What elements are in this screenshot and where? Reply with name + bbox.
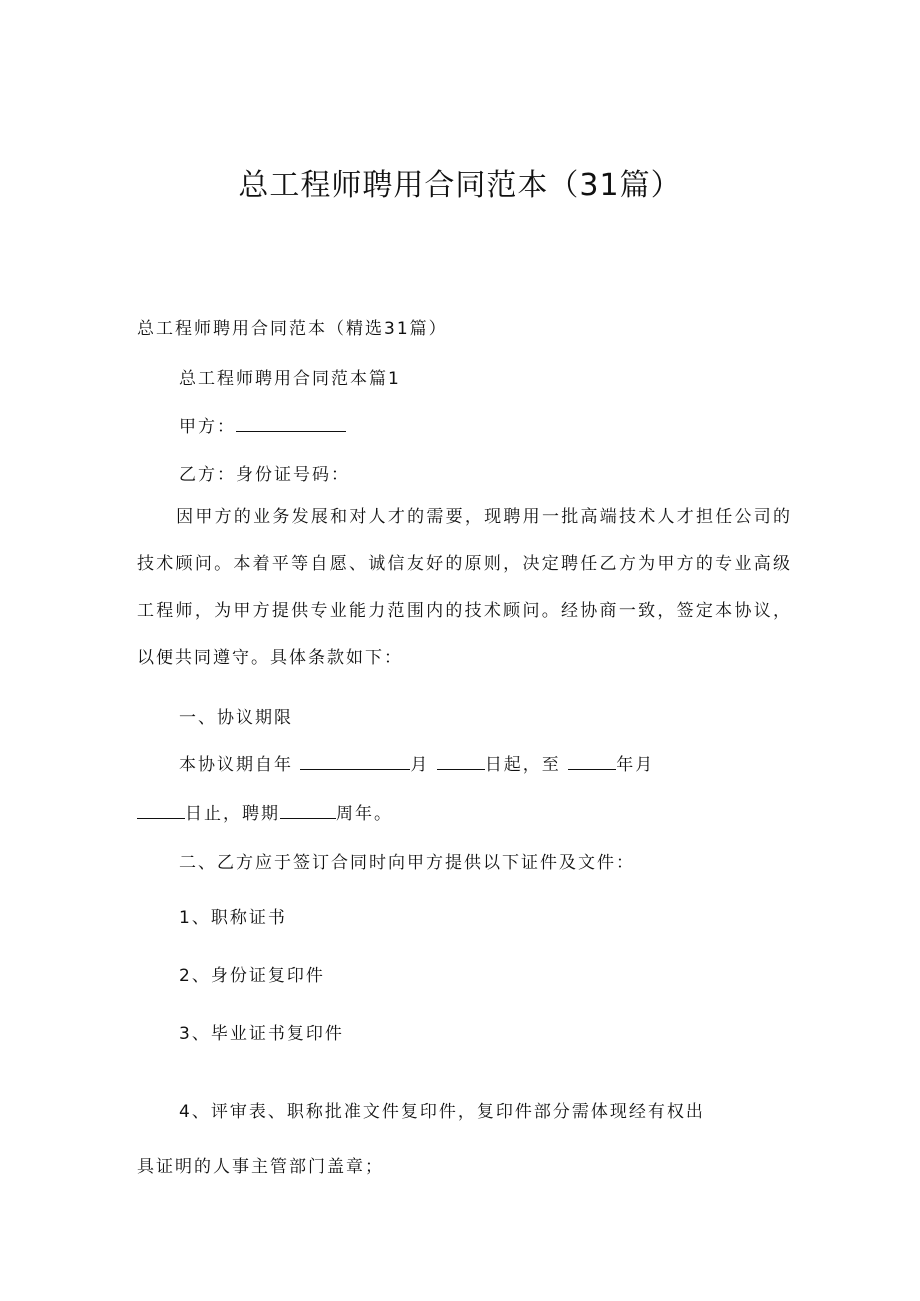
list-item: 1、职称证书 — [179, 908, 287, 928]
document-subtitle: 总工程师聘用合同范本（精选31篇） — [137, 319, 448, 339]
term-heading: 一、协议期限 — [179, 708, 293, 728]
term-line-2 — [137, 799, 792, 824]
intro-paragraph: 因甲方的业务发展和对人才的需要，现聘用一批高端技术人才担任公司的技术顾问。本着平等自愿、诚信友好的原则，决定聘任乙方为甲方的专业高级工程师，为甲方提供专业能力范围内的技术顾问。经协商一致，签定本协议，以便共同遵守。具体条款如下： — [137, 507, 792, 668]
list-item: 2、身份证复印件 — [179, 966, 325, 986]
term-text-a: 本协议期自年 — [179, 755, 293, 775]
term-text-e: 日止，聘期 — [185, 804, 280, 824]
end-year-blank — [568, 755, 616, 770]
end-day-blank — [137, 804, 185, 819]
day-blank — [437, 755, 485, 770]
term-text-d: 年月 — [616, 755, 655, 775]
term-line-1 — [137, 750, 834, 775]
section-title: 总工程师聘用合同范本篇1 — [179, 369, 401, 389]
term-text-f: 周年。 — [336, 804, 393, 824]
list-item: 4、评审表、职称批准文件复印件，复印件部分需体现经有权出 — [179, 1102, 705, 1122]
term-text-c: 日起，至 — [484, 755, 561, 775]
party-a-blank — [236, 417, 346, 432]
party-b-line: 乙方：身份证号码： — [179, 465, 350, 485]
party-a-line — [137, 412, 834, 437]
documents-heading: 二、乙方应于签订合同时向甲方提供以下证件及文件： — [179, 853, 635, 873]
period-blank — [280, 804, 336, 819]
list-item: 3、毕业证书复印件 — [179, 1024, 344, 1044]
party-a-label: 甲方： — [179, 417, 236, 437]
term-text-b: 月 — [410, 755, 430, 775]
year-blank — [300, 755, 410, 770]
document-title: 总工程师聘用合同范本（31篇） — [238, 168, 682, 203]
list-item-continuation: 具证明的人事主管部门盖章； — [137, 1157, 384, 1177]
